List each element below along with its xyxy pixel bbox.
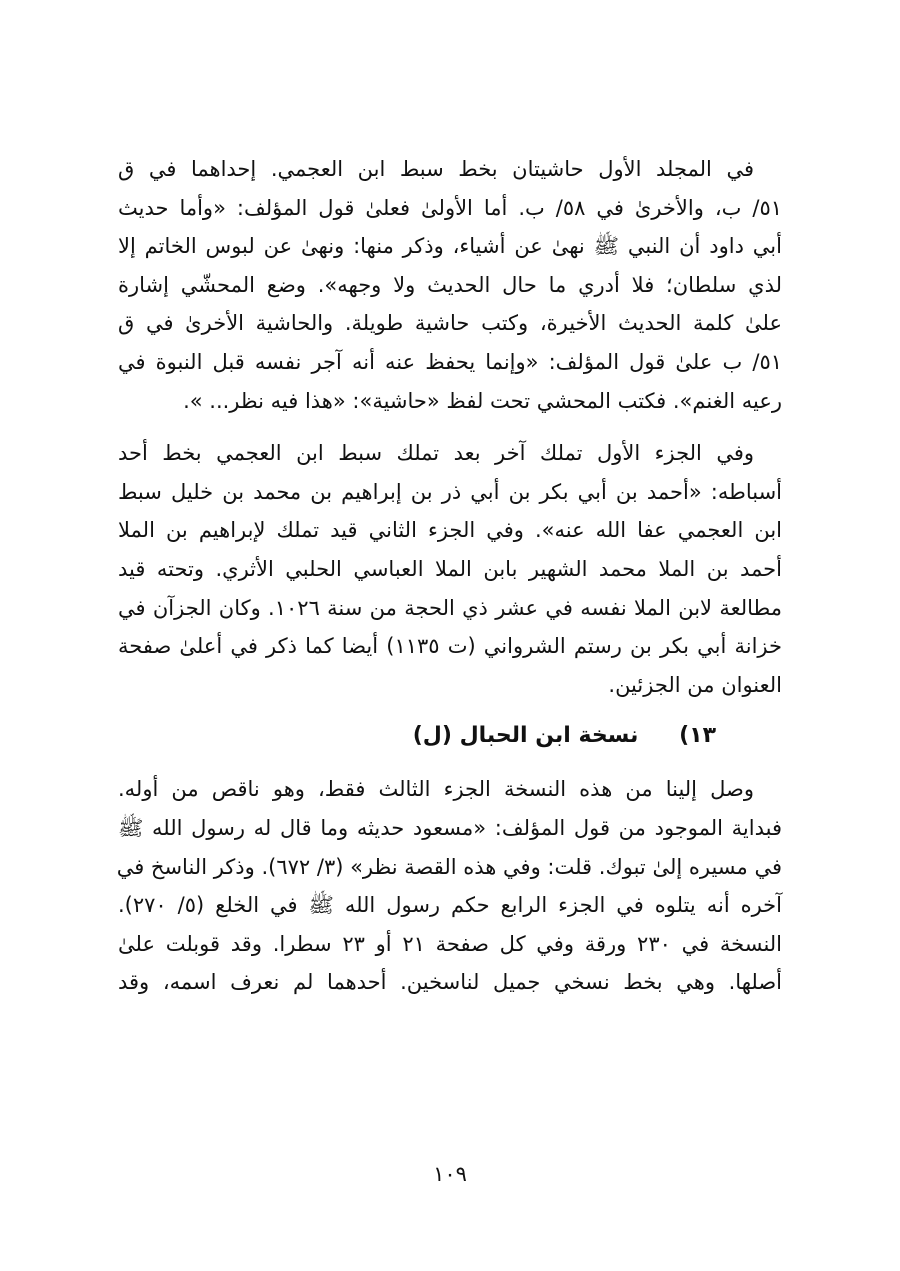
text-line: العنوان من الجزئين. [608, 672, 782, 697]
text-line: أحمد بن الملا محمد الشهير بابن الملا العباسي الحلبي الأثري. وتحته قيد [118, 556, 782, 581]
text-line: أسباطه: «أحمد بن أبي بكر بن أبي ذر بن إبراهيم بن محمد بن خليل سبط [118, 479, 782, 504]
section-number: ١٣) [679, 723, 716, 749]
text-line: لذي سلطان؛ فلا أدري ما حال الحديث ولا وجهه». وضع المحشّي إشارة [118, 272, 782, 297]
paragraph-ownership [118, 434, 782, 704]
paragraph-marginal-notes [118, 150, 782, 420]
text-line: فبداية الموجود من قول المؤلف: «مسعود حديثه وما قال له رسول الله ﷺ [118, 815, 782, 840]
paragraph-manuscript-description [118, 770, 782, 1002]
text-line: مطالعة لابن الملا نفسه في عشر ذي الحجة من سنة ١٠٢٦. وكان الجزآن في [118, 595, 782, 620]
text-line: علىٰ كلمة الحديث الأخيرة، وكتب حاشية طويلة. والحاشية الأخرىٰ في ق [118, 311, 782, 336]
text-line: وفي الجزء الأول تملك آخر بعد تملك سبط ابن العجمي بخط أحد [118, 441, 754, 466]
text-line: وصل إلينا من هذه النسخة الجزء الثالث فقط، وهو ناقص من أوله. [118, 777, 754, 802]
text-line: أبي داود أن النبي ﷺ نهىٰ عن أشياء، وذكر منها: ونهىٰ عن لبوس الخاتم إلا [118, 234, 782, 259]
page-number: ١٠٩ [433, 1162, 467, 1186]
text-line: آخره أنه يتلوه في الجزء الرابع حكم رسول الله ﷺ في الخلع (٥/ ٢٧٠). [118, 893, 782, 918]
section-title: نسخة ابن الحبال (ل) [412, 723, 639, 749]
text-line: في مسيره إلىٰ تبوك. قلت: وفي هذه القصة نظر» (٣/ ٦٧٢). وذكر الناسخ في [116, 854, 782, 879]
text-line: ابن العجمي عفا الله عنه». وفي الجزء الثاني قيد تملك لإبراهيم بن الملا [118, 518, 782, 543]
text-line: خزانة أبي بكر بن رستم الشرواني (ت ١١٣٥) أيضا كما ذكر في أعلىٰ صفحة [118, 634, 782, 659]
text-line: ٥١/ ب، والأخرىٰ في ٥٨/ ب. أما الأولىٰ فعلىٰ قول المؤلف: «وأما حديث [118, 195, 783, 220]
text-line: رعيه الغنم». فكتب المحشي تحت لفظ «حاشية»: «هذا فيه نظر... ». [183, 388, 782, 413]
section-heading [118, 716, 782, 756]
text-line: النسخة في ٢٣٠ ورقة وفي كل صفحة ٢١ أو ٢٣ سطرا. وقد قوبلت علىٰ [118, 931, 783, 956]
text-line: ٥١/ ب علىٰ قول المؤلف: «وإنما يحفظ عنه أنه آجر نفسه قبل النبوة في [118, 349, 782, 374]
text-line: في المجلد الأول حاشيتان بخط سبط ابن العجمي. إحداهما في ق [118, 157, 754, 181]
text-line: أصلها. وهي بخط نسخي جميل لناسخين. أحدهما لم نعرف اسمه، وقد [118, 970, 782, 995]
